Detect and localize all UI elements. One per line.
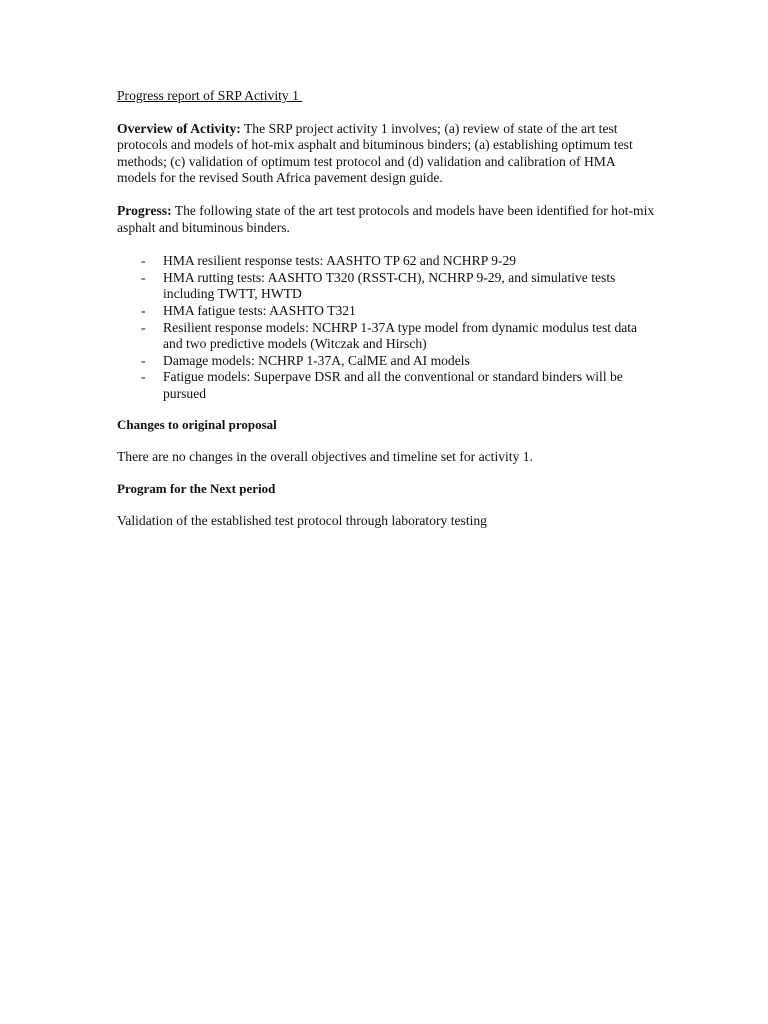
- list-item-text: HMA resilient response tests: AASHTO TP 62 and NCHRP 9-29: [163, 253, 517, 269]
- changes-text: There are no changes in the overall objectives and timeline set for activity 1.: [117, 449, 533, 465]
- list-item: [117, 303, 657, 320]
- overview-label: Overview of Activity:: [117, 120, 241, 136]
- progress-paragraph: [117, 203, 657, 236]
- list-item-text: HMA rutting tests: AASHTO T320 (RSST-CH), NCHRP 9-29, and simulative tests including TWTT, HWTD: [163, 269, 616, 302]
- list-item-text: Damage models: NCHRP 1-37A, CalME and AI models: [163, 352, 470, 368]
- overview-text: The SRP project activity 1 involves; (a) review of state of the art test protocols and models of hot-mix asphalt and bituminous binders; (a) establishing optimum test methods; (c) validation of optimum test protocol and (d) validation and calibration of HMA models for the revised South Africa pavement design guide.: [117, 120, 633, 186]
- list-item: [117, 369, 657, 402]
- list-item-text: Resilient response models: NCHRP 1-37A type model from dynamic modulus test data and two predictive models (Witczak and Hirsch): [163, 319, 638, 352]
- next-period-heading: Program for the Next period: [117, 480, 276, 496]
- bullet-dash: -: [141, 352, 146, 368]
- bullet-dash: -: [141, 369, 146, 385]
- list-item-text: Fatigue models: Superpave DSR and all the conventional or standard binders will be pursued: [163, 369, 623, 401]
- list-item-text: HMA fatigue tests: AASHTO T321: [163, 302, 356, 318]
- list-item: [117, 270, 657, 303]
- overview-paragraph: [117, 121, 657, 187]
- list-item: [117, 253, 657, 270]
- progress-label: Progress:: [117, 202, 172, 218]
- list-item: [117, 320, 657, 353]
- progress-text: The following state of the art test protocols and models have been identified for hot-mix asphalt and bituminous binders.: [117, 202, 655, 235]
- list-item: [117, 353, 657, 370]
- document-page: [117, 88, 657, 530]
- document-title: Progress report of SRP Activity 1: [117, 88, 303, 103]
- bullet-dash: -: [141, 302, 146, 318]
- next-period-text: Validation of the established test protocol through laboratory testing: [117, 513, 487, 529]
- changes-heading: Changes to original proposal: [117, 416, 277, 432]
- bullet-dash: -: [141, 319, 146, 335]
- bullet-dash: -: [141, 253, 146, 269]
- progress-list: [117, 253, 657, 402]
- bullet-dash: -: [141, 269, 146, 285]
